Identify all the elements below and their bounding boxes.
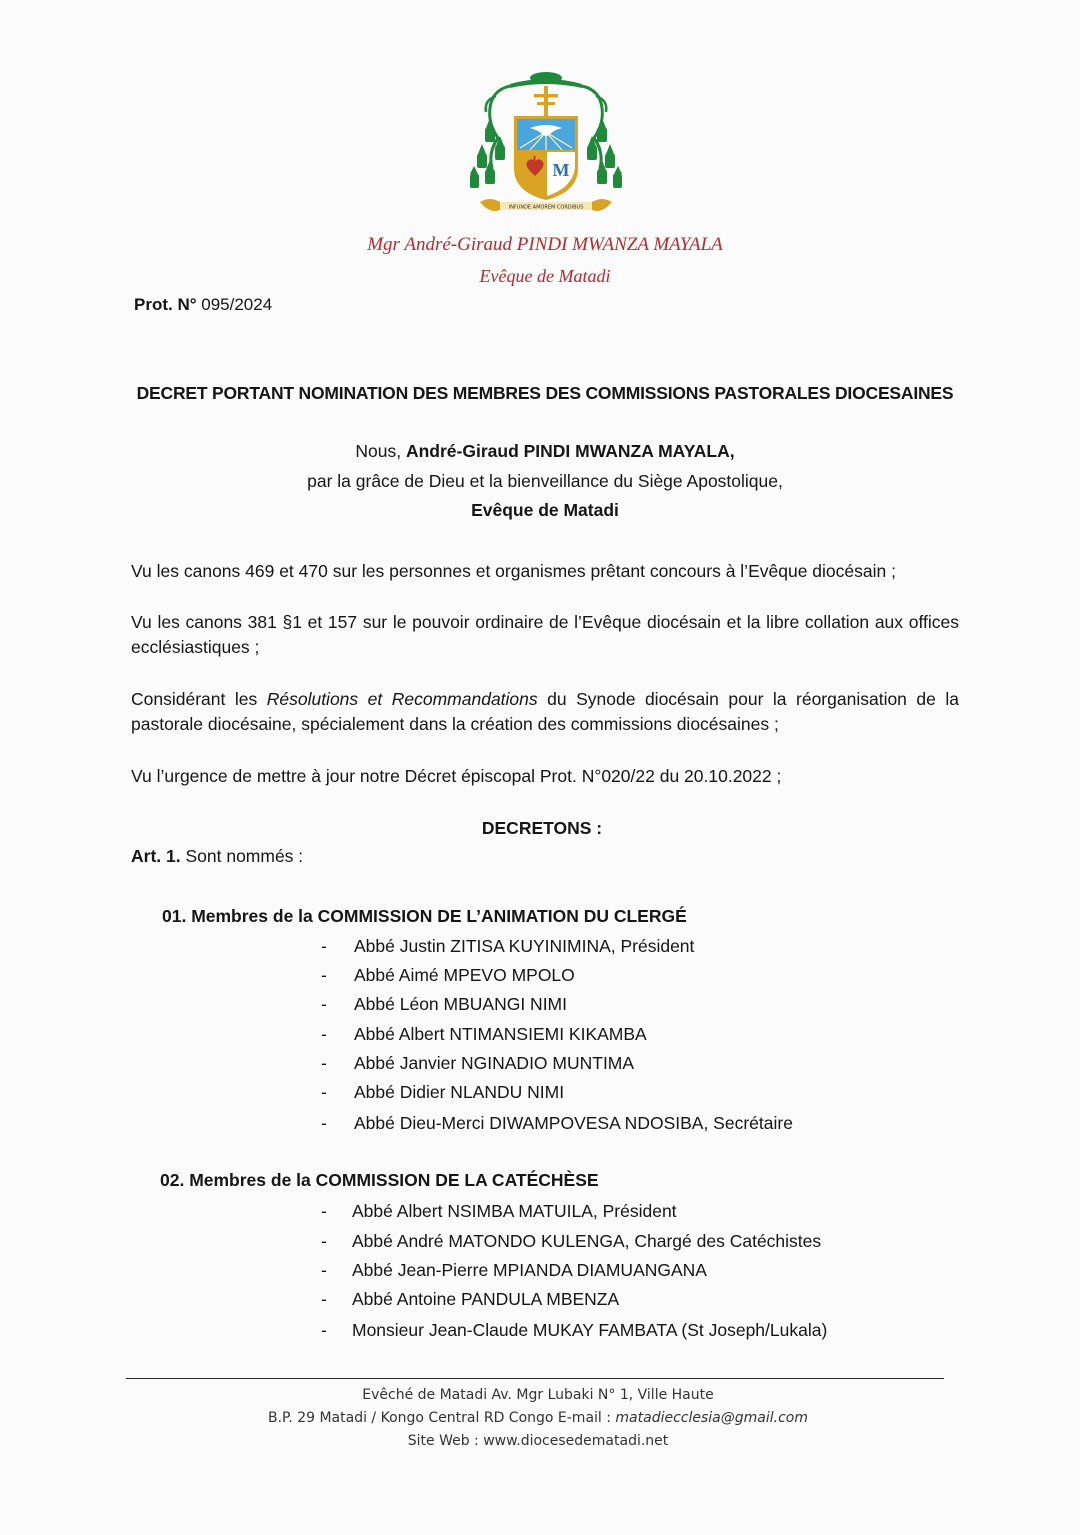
consider-prefix: Considérant les [131,689,267,709]
list-dash: - [321,1024,327,1044]
decretons-heading: DECRETONS : [481,818,603,838]
list-dash: - [321,1260,327,1280]
list-dash: - [321,1113,327,1133]
list-dash: - [321,1201,327,1221]
decree-title: DECRET PORTANT NOMINATION DES MEMBRES DES COMMISSIONS PASTORALES DIOCESAINES [136,383,954,403]
list-dash: - [321,1289,327,1309]
commission-heading-01: 01. Membres de la COMMISSION DE L’ANIMATION DU CLERGÉ [162,906,687,926]
list-dash: - [321,936,327,956]
commission-heading-02: 02. Membres de la COMMISSION DE LA CATÉCHÈSE [160,1170,599,1190]
list-dash: - [321,1053,327,1073]
list-dash: - [321,1231,327,1251]
list-item: Abbé André MATONDO KULENGA, Chargé des Catéchistes [352,1231,822,1251]
article-text: Sont nommés : [180,846,304,866]
intro-name: André-Giraud PINDI MWANZA MAYALA, [405,441,735,461]
footer-divider [126,1378,944,1379]
list-item: Monsieur Jean-Claude MUKAY FAMBATA (St Joseph/Lukala) [352,1320,828,1340]
episcopal-coat-of-arms-icon [470,68,622,224]
footer-email-link[interactable]: matadiecclesia@gmail.com [615,1410,808,1426]
protocol-label: Prot. N° [134,295,197,314]
intro-grace: par la grâce de Dieu et la bienveillance du Siège Apostolique, [307,471,783,491]
protocol-number [134,295,272,315]
list-dash: - [321,965,327,985]
list-item: Abbé Léon MBUANGI NIMI [354,994,567,1014]
list-item: Abbé Didier NLANDU NIMI [354,1082,565,1102]
list-item: Abbé Jean-Pierre MPIANDA DIAMUANGANA [352,1260,707,1280]
svg-text:M: M [552,160,570,180]
list-item: Abbé Dieu-Merci DIWAMPOVESA NDOSIBA, Secrétaire [354,1113,793,1133]
footer-postal [0,1410,1076,1426]
list-dash: - [321,994,327,1014]
bishop-name: Mgr André-Giraud PINDI MWANZA MAYALA [367,234,723,255]
footer-website[interactable]: Site Web : www.diocesedematadi.net [407,1433,669,1449]
article-label: Art. 1. [131,846,181,866]
consider-italic: Résolutions et Recommandations [266,689,538,709]
list-dash: - [321,1320,327,1340]
article-1 [131,846,303,867]
list-item: Abbé Janvier NGINADIO MUNTIMA [354,1053,635,1073]
footer-postal-text: B.P. 29 Matadi / Kongo Central RD Congo E-mail : [267,1410,616,1426]
consider-suffix: du Synode diocésain pour la réorganisation de la pastorale diocésaine, spécialement dans la création des commissions diocésaines ; [131,689,959,734]
list-item: Abbé Justin ZITISA KUYINIMINA, Président [354,936,695,956]
consideration-2: Vu les canons 381 §1 et 157 sur le pouvoir ordinaire de l’Evêque diocésain et la libre collation aux offices ecclésiastiques ; [131,612,959,657]
list-item: Abbé Albert NTIMANSIEMI KIKAMBA [354,1024,647,1044]
consideration-3 [131,687,959,737]
intro-title: Evêque de Matadi [471,500,619,520]
list-item: Abbé Aimé MPEVO MPOLO [354,965,575,985]
footer-address: Evêché de Matadi Av. Mgr Lubaki N° 1, Ville Haute [362,1387,714,1403]
list-item: Abbé Albert NSIMBA MATUILA, Président [352,1201,677,1221]
intro-prefix: Nous, [355,441,406,461]
intro-line [0,441,1080,462]
bishop-title: Evêque de Matadi [479,266,611,286]
protocol-value: 095/2024 [201,295,273,314]
consideration-1: Vu les canons 469 et 470 sur les personnes et organismes prêtant concours à l’Evêque diocésain ; [131,561,896,581]
consideration-4: Vu l’urgence de mettre à jour notre Décret épiscopal Prot. N°020/22 du 20.10.2022 ; [131,766,782,786]
list-dash: - [321,1082,327,1102]
list-item: Abbé Antoine PANDULA MBENZA [352,1289,620,1309]
crest-motto: INFUNDE AMOREM CORDIBUS [508,204,584,211]
